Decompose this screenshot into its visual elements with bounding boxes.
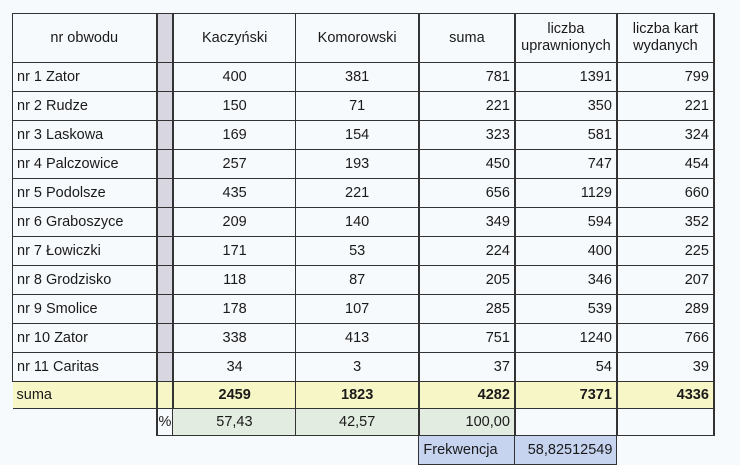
cell-kaczynski: 178 xyxy=(173,295,296,324)
header-uprawnionych xyxy=(515,14,617,63)
totals-kaczynski: 2459 xyxy=(173,382,296,409)
cell-nr-obwodu: nr 8 Grodzisko xyxy=(13,266,157,295)
cell-suma: 205 xyxy=(419,266,515,295)
cell-karty: 324 xyxy=(617,121,714,150)
cell-kaczynski: 169 xyxy=(173,121,296,150)
cell-uprawnionych: 539 xyxy=(515,295,617,324)
empty-cell xyxy=(296,436,419,465)
cell-karty: 289 xyxy=(617,295,714,324)
cell-nr-obwodu: nr 1 Zator xyxy=(13,63,157,92)
cell-karty: 39 xyxy=(617,353,714,382)
cell-kaczynski: 435 xyxy=(173,179,296,208)
cell-komorowski: 87 xyxy=(296,266,419,295)
totals-karty: 4336 xyxy=(617,382,714,409)
separator-column xyxy=(157,208,173,237)
cell-kaczynski: 400 xyxy=(173,63,296,92)
cell-suma: 37 xyxy=(419,353,515,382)
separator-column xyxy=(157,14,173,63)
separator-column xyxy=(157,63,173,92)
cell-nr-obwodu: nr 9 Smolice xyxy=(13,295,157,324)
cell-komorowski: 53 xyxy=(296,237,419,266)
table-row xyxy=(13,150,714,179)
separator-column xyxy=(157,324,173,353)
cell-kaczynski: 150 xyxy=(173,92,296,121)
turnout-value: 58,82512549 xyxy=(515,436,617,465)
empty-cell xyxy=(157,436,173,465)
cell-karty: 454 xyxy=(617,150,714,179)
cell-uprawnionych: 346 xyxy=(515,266,617,295)
header-karty xyxy=(617,14,714,63)
table-row xyxy=(13,179,714,208)
cell-uprawnionych: 581 xyxy=(515,121,617,150)
cell-uprawnionych: 594 xyxy=(515,208,617,237)
cell-kaczynski: 34 xyxy=(173,353,296,382)
header-karty-line2: wydanych xyxy=(633,38,698,54)
cell-kaczynski: 171 xyxy=(173,237,296,266)
cell-komorowski: 71 xyxy=(296,92,419,121)
cell-suma: 221 xyxy=(419,92,515,121)
cell-uprawnionych: 1391 xyxy=(515,63,617,92)
separator-column xyxy=(157,121,173,150)
separator-column xyxy=(157,179,173,208)
cell-kaczynski: 257 xyxy=(173,150,296,179)
percent-suma: 100,00 xyxy=(419,409,515,436)
separator-column xyxy=(157,382,173,409)
header-kaczynski: Kaczyński xyxy=(173,14,296,63)
table-row xyxy=(13,324,714,353)
cell-karty: 221 xyxy=(617,92,714,121)
cell-nr-obwodu: nr 7 Łowiczki xyxy=(13,237,157,266)
table-row xyxy=(13,208,714,237)
cell-kaczynski: 209 xyxy=(173,208,296,237)
cell-karty: 799 xyxy=(617,63,714,92)
percent-kaczynski: 57,43 xyxy=(173,409,296,436)
cell-suma: 450 xyxy=(419,150,515,179)
empty-cell xyxy=(173,436,296,465)
separator-column xyxy=(157,266,173,295)
cell-suma: 323 xyxy=(419,121,515,150)
cell-komorowski: 140 xyxy=(296,208,419,237)
header-karty-line1: liczba kart xyxy=(632,21,699,37)
percent-symbol: % xyxy=(157,409,173,436)
cell-suma: 285 xyxy=(419,295,515,324)
empty-cell xyxy=(13,409,157,436)
cell-uprawnionych: 350 xyxy=(515,92,617,121)
cell-kaczynski: 118 xyxy=(173,266,296,295)
cell-komorowski: 154 xyxy=(296,121,419,150)
cell-komorowski: 107 xyxy=(296,295,419,324)
cell-nr-obwodu: nr 10 Zator xyxy=(13,324,157,353)
table-row xyxy=(13,295,714,324)
table-row xyxy=(13,92,714,121)
header-nr-obwodu: nr obwodu xyxy=(13,14,157,63)
cell-uprawnionych: 747 xyxy=(515,150,617,179)
cell-komorowski: 221 xyxy=(296,179,419,208)
cell-komorowski: 3 xyxy=(296,353,419,382)
cell-suma: 224 xyxy=(419,237,515,266)
header-uprawnionych-line1: liczba xyxy=(547,21,585,37)
cell-kaczynski: 338 xyxy=(173,324,296,353)
table-row xyxy=(13,237,714,266)
cell-karty: 660 xyxy=(617,179,714,208)
empty-cell xyxy=(617,436,714,465)
totals-row xyxy=(13,382,714,409)
header-row xyxy=(13,14,714,63)
empty-cell xyxy=(515,409,617,436)
cell-komorowski: 193 xyxy=(296,150,419,179)
cell-komorowski: 413 xyxy=(296,324,419,353)
separator-column xyxy=(157,295,173,324)
separator-column xyxy=(157,150,173,179)
percent-row xyxy=(13,409,714,436)
cell-nr-obwodu: nr 5 Podolsze xyxy=(13,179,157,208)
percent-komorowski: 42,57 xyxy=(296,409,419,436)
cell-suma: 781 xyxy=(419,63,515,92)
cell-nr-obwodu: nr 3 Laskowa xyxy=(13,121,157,150)
cell-karty: 766 xyxy=(617,324,714,353)
cell-karty: 207 xyxy=(617,266,714,295)
header-uprawnionych-line2: uprawnionych xyxy=(521,38,611,54)
cell-uprawnionych: 400 xyxy=(515,237,617,266)
cell-suma: 656 xyxy=(419,179,515,208)
cell-nr-obwodu: nr 4 Palczowice xyxy=(13,150,157,179)
empty-cell xyxy=(617,409,714,436)
cell-komorowski: 381 xyxy=(296,63,419,92)
header-suma: suma xyxy=(419,14,515,63)
turnout-row xyxy=(13,436,714,465)
table-row xyxy=(13,121,714,150)
totals-label: suma xyxy=(13,382,157,409)
cell-nr-obwodu: nr 11 Caritas xyxy=(13,353,157,382)
separator-column xyxy=(157,237,173,266)
cell-karty: 352 xyxy=(617,208,714,237)
cell-suma: 349 xyxy=(419,208,515,237)
cell-karty: 225 xyxy=(617,237,714,266)
cell-uprawnionych: 54 xyxy=(515,353,617,382)
turnout-label: Frekwencja xyxy=(419,436,515,465)
table-row xyxy=(13,266,714,295)
totals-uprawnionych: 7371 xyxy=(515,382,617,409)
cell-uprawnionych: 1129 xyxy=(515,179,617,208)
cell-suma: 751 xyxy=(419,324,515,353)
cell-nr-obwodu: nr 2 Rudze xyxy=(13,92,157,121)
results-table xyxy=(12,13,715,465)
cell-uprawnionych: 1240 xyxy=(515,324,617,353)
separator-column xyxy=(157,92,173,121)
table-row xyxy=(13,63,714,92)
empty-cell xyxy=(13,436,157,465)
separator-column xyxy=(157,353,173,382)
cell-nr-obwodu: nr 6 Graboszyce xyxy=(13,208,157,237)
header-komorowski: Komorowski xyxy=(296,14,419,63)
totals-komorowski: 1823 xyxy=(296,382,419,409)
table-row xyxy=(13,353,714,382)
totals-suma: 4282 xyxy=(419,382,515,409)
